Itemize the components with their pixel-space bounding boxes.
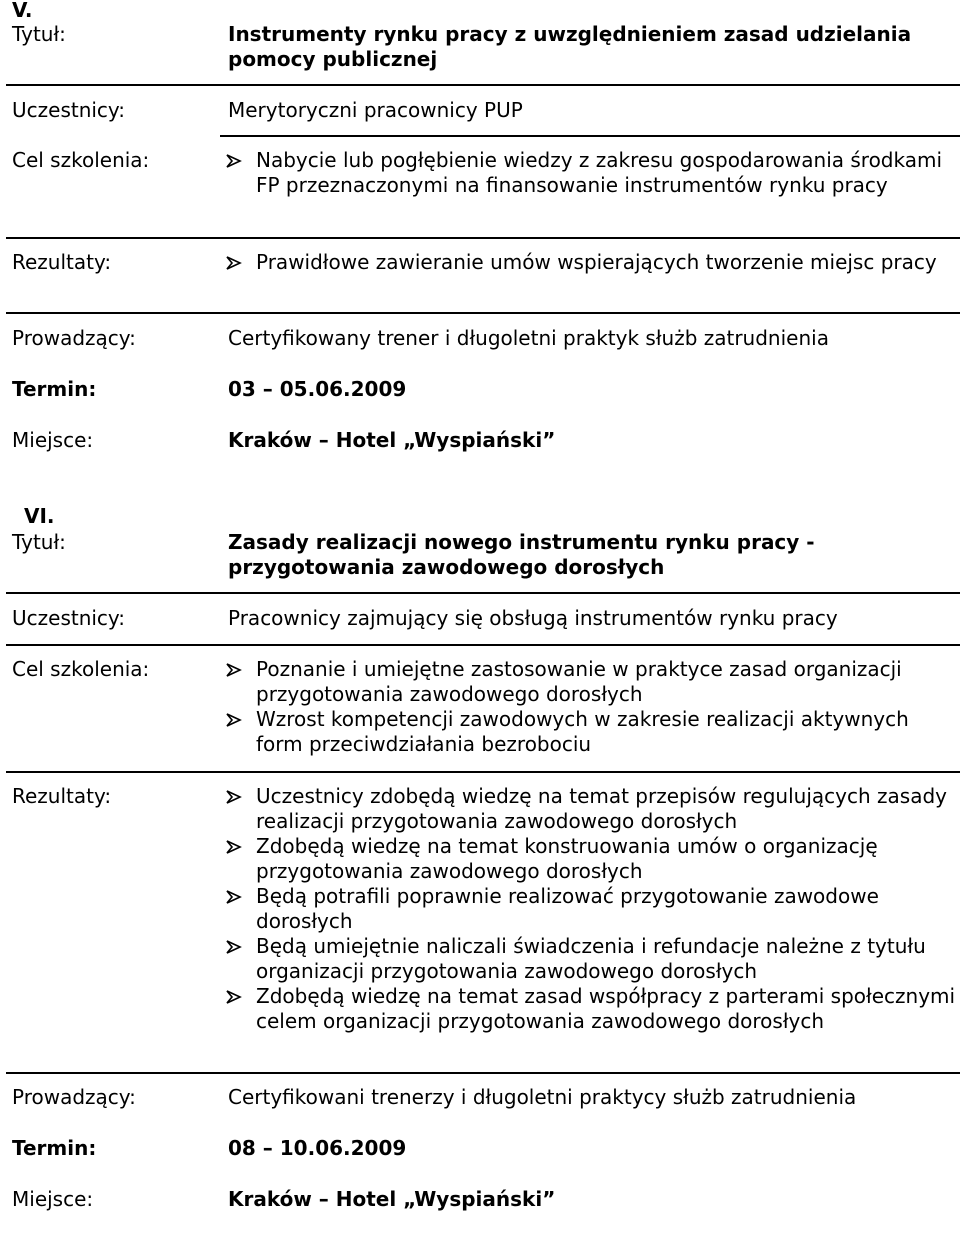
list-item <box>220 984 956 1034</box>
section-5-results-label: Rezultaty: <box>12 250 112 274</box>
list-item-text: Prawidłowe zawieranie umów wspierających tworzenie miejsc pracy <box>256 250 937 274</box>
section-6-number: VI. <box>24 504 55 528</box>
arrow-bullet-icon <box>226 713 242 727</box>
section-5-title-label: Tytuł: <box>12 22 66 46</box>
section-6-goal-label: Cel szkolenia: <box>12 657 150 681</box>
section-5-results-list <box>220 250 956 275</box>
list-item-text: Nabycie lub pogłębienie wiedzy z zakresu gospodarowania środkami FP przeznaczonymi na finansowanie instrumentów rynku pracy <box>256 148 943 197</box>
list-item-text: Poznanie i umiejętne zastosowanie w praktyce zasad organizacji przygotowania zawodowego dorosłych <box>256 657 902 706</box>
divider <box>6 237 960 239</box>
section-6-title-label: Tytuł: <box>12 530 66 554</box>
divider <box>6 644 960 646</box>
section-6-trainer-label: Prowadzący: <box>12 1085 136 1109</box>
list-item <box>220 707 956 757</box>
list-item <box>220 250 956 275</box>
arrow-bullet-icon <box>226 990 242 1004</box>
list-item <box>220 148 956 198</box>
section-5-date: 03 – 05.06.2009 <box>228 377 407 401</box>
section-6-participants-label: Uczestnicy: <box>12 606 126 630</box>
divider <box>6 592 960 594</box>
list-item-text: Wzrost kompetencji zawodowych w zakresie realizacji aktywnych form przeciwdziałania bezrobociu <box>256 707 909 756</box>
section-6-place-label: Miejsce: <box>12 1187 94 1211</box>
arrow-bullet-icon <box>226 940 242 954</box>
divider <box>6 1072 960 1074</box>
section-6-date-label: Termin: <box>12 1136 97 1160</box>
list-item-text: Będą potrafili poprawnie realizować przygotowanie zawodowe dorosłych <box>256 884 879 933</box>
arrow-bullet-icon <box>226 663 242 677</box>
section-5-goal-list <box>220 148 956 198</box>
section-5-goal-label: Cel szkolenia: <box>12 148 150 172</box>
section-5-number: V. <box>12 0 33 22</box>
list-item-text: Będą umiejętnie naliczali świadczenia i refundacje należne z tytułu organizacji przygotowania zawodowego dorosłych <box>256 934 926 983</box>
section-5-trainer-label: Prowadzący: <box>12 326 136 350</box>
arrow-bullet-icon <box>226 890 242 904</box>
list-item <box>220 657 956 707</box>
section-5-date-label: Termin: <box>12 377 97 401</box>
section-5-place: Kraków – Hotel „Wyspiański” <box>228 428 556 452</box>
section-6-participants: Pracownicy zajmujący się obsługą instrumentów rynku pracy <box>228 606 838 630</box>
section-6-place: Kraków – Hotel „Wyspiański” <box>228 1187 556 1211</box>
list-item <box>220 784 956 834</box>
divider <box>6 312 960 314</box>
list-item-text: Zdobędą wiedzę na temat konstruowania umów o organizację przygotowania zawodowego dorosłych <box>256 834 878 883</box>
list-item-text: Zdobędą wiedzę na temat zasad współpracy z parterami społecznymi celem organizacji przygotowania zawodowego dorosłych <box>256 984 956 1033</box>
section-5-participants: Merytoryczni pracownicy PUP <box>228 98 523 122</box>
section-6-date: 08 – 10.06.2009 <box>228 1136 407 1160</box>
section-6-trainer: Certyfikowani trenerzy i długoletni praktycy służb zatrudnienia <box>228 1085 857 1109</box>
divider <box>6 771 960 773</box>
section-5-title: Instrumenty rynku pracy z uwzględnieniem zasad udzielania pomocy publicznej <box>228 22 912 71</box>
divider <box>6 84 960 86</box>
list-item <box>220 884 956 934</box>
section-5-trainer: Certyfikowany trener i długoletni praktyk służb zatrudnienia <box>228 326 829 350</box>
section-5-participants-label: Uczestnicy: <box>12 98 126 122</box>
list-item <box>220 934 956 984</box>
list-item-text: Uczestnicy zdobędą wiedzę na temat przepisów regulujących zasady realizacji przygotowania zawodowego dorosłych <box>256 784 947 833</box>
arrow-bullet-icon <box>226 154 242 168</box>
section-6-results-list <box>220 784 956 1034</box>
list-item <box>220 834 956 884</box>
section-6-title: Zasady realizacji nowego instrumentu rynku pracy - przygotowania zawodowego dorosłych <box>228 530 815 579</box>
arrow-bullet-icon <box>226 840 242 854</box>
section-5-place-label: Miejsce: <box>12 428 94 452</box>
divider <box>220 135 960 137</box>
section-6-goal-list <box>220 657 956 757</box>
arrow-bullet-icon <box>226 256 242 270</box>
arrow-bullet-icon <box>226 790 242 804</box>
section-6-results-label: Rezultaty: <box>12 784 112 808</box>
